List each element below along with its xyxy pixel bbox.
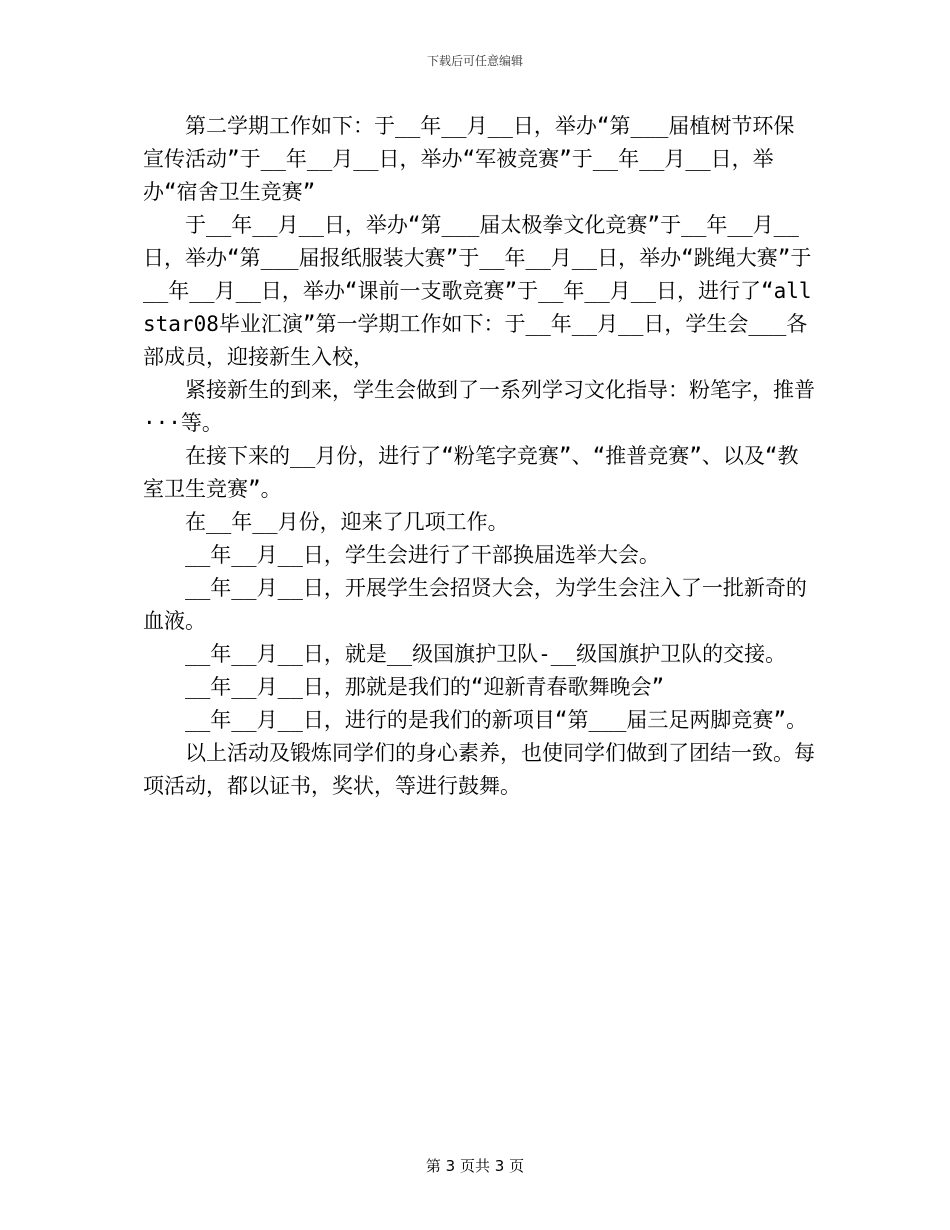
paragraph-2: 于__年__月__日，举办“第___届太极拳文化竞赛”于__年__月__日，举办“第___届报纸服装大赛”于__年__月__日，举办“跳绳大赛”于__年__月__日，举办“课前一支歌竞赛”于__年__月__日，进行了“allstar08毕业汇演”第一学期工作如下：于__年__月__日，学生会___各部成员，迎接新生入校， (143, 213, 812, 369)
paragraph-3: 紧接新生的到来，学生会做到了一系列学习文化指导：粉笔字，推普···等。 (143, 378, 815, 435)
paragraph-11: 以上活动及锻炼同学们的身心素养，也使同学们做到了团结一致。每项活动，都以证书，奖状，等进行鼓舞。 (143, 741, 815, 798)
paragraph-5: 在__年__月份，迎来了几项工作。 (185, 510, 509, 534)
paragraph-1: 第二学期工作如下：于__年__月__日，举办“第___届植树节环保宣传活动”于__年__月__日，举办“军被竞赛”于__年__月__日，举办“宿舍卫生竞赛” (143, 114, 795, 204)
paragraph-6: __年__月__日，学生会进行了干部换届选举大会。 (185, 543, 660, 567)
page-footer: 第 3 页共 3 页 (425, 1157, 525, 1175)
paragraph-9: __年__月__日，那就是我们的“迎新青春歌舞晚会” (185, 675, 665, 699)
page-header: 下载后可任意编辑 (426, 54, 523, 68)
paragraph-8: __年__月__日，就是__级国旗护卫队-__级国旗护卫队的交接。 (185, 642, 787, 666)
document-body (143, 110, 815, 803)
paragraph-4: 在接下来的__月份，进行了“粉笔字竞赛”、“推普竞赛”、以及“教室卫生竞赛”。 (143, 444, 799, 501)
paragraph-10: __年__月__日，进行的是我们的新项目“第___届三足两脚竞赛”。 (185, 708, 808, 732)
paragraph-7: __年__月__日，开展学生会招贤大会，为学生会注入了一批新奇的血液。 (143, 576, 807, 633)
